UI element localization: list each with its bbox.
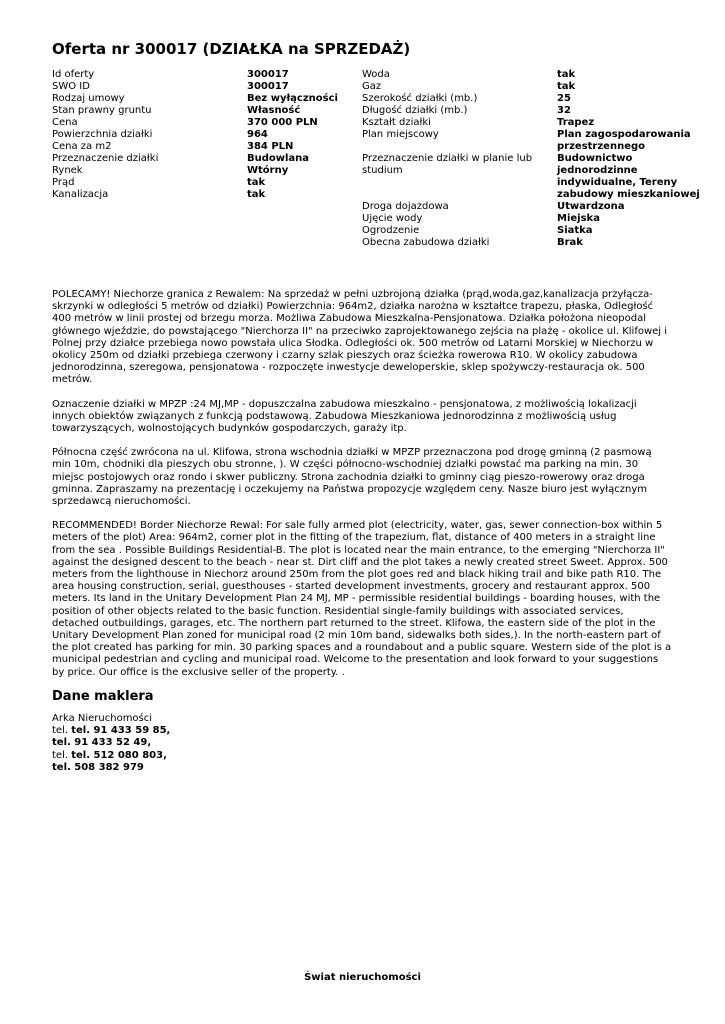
detail-label: Długość działki (mb.) — [362, 105, 468, 116]
detail-value: tak — [247, 189, 266, 200]
broker-info — [52, 713, 170, 774]
details-row — [52, 93, 702, 105]
detail-value: tak — [247, 177, 266, 188]
detail-value: 384 PLN — [247, 141, 294, 152]
detail-label: Gaz — [362, 81, 382, 92]
details-row — [52, 129, 702, 141]
detail-value: Budowlana — [247, 153, 310, 164]
detail-label: Przeznaczenie działki — [52, 153, 159, 164]
broker-phone[interactable]: tel. 508 382 979 — [52, 761, 144, 773]
description-paragraph: RECOMMENDED! Border Niechorze Rewal: For sale fully armed plot (electricity, water, gas, sewer connection-box within 5 meters of the plot) Area: 964m2, corner plot in the fitting of the trapezium, flat, distance of 400 meters in a straight line from the sea . Possible Buildings Residential-B. The plot is located near the main entrance, to the emerging "Nierchorza II" against the designed descent to the beach - near st. Dirt cliff and the plot takes a newly created street Sweet. Approx. 500 meters from the lighthouse in Niechorz around 250m from the plot goes red and black hiking trail and bike path R10. The area housing construction, serial, guesthouses - started development investments, grocery and restaurant approx. 500 meters. Its land in the Unitary Development Plan 24 MJ, MP - permissible residential buildings - boarding houses, with the position of other objects related to the basic function. Residential single-family buildings with associated services, detached outbuildings, garages, etc. The northern part returned to the street. Klifowa, the eastern side of the plot in the Unitary Development Plan zoned for municipal road (2 min 10m band, sidewalks both sides,). In the north-eastern part of the plot created has parking for min. 30 parking spaces and a roundabout and a public square. Western side of the plot is a municipal pedestrian and cycling and municipal road. Welcome to the presentation and look forward to your suggestions by price. Our office is the exclusive seller of the property. . — [52, 520, 672, 678]
detail-label: Cena za m2 — [52, 141, 112, 152]
details-row — [52, 237, 702, 249]
page-title: Oferta nr 300017 (DZIAŁKA na SPRZEDAŻ) — [52, 40, 411, 58]
details-row — [52, 153, 702, 165]
detail-value: Bez wyłączności — [247, 93, 338, 104]
detail-value: Budownictwo jednorodzinne indywidualne, Tereny zabudowy mieszkaniowej — [557, 153, 700, 200]
detail-label: Id oferty — [52, 69, 95, 80]
details-row — [52, 69, 702, 81]
description-paragraph: POLECAMY! Niechorze granica z Rewalem: Na sprzedaż w pełni uzbrojoną działka (prąd,woda,gaz,kanalizacja przyłącza-skrzynki w odległości 5 metrów od działki) Powierzchnia: 964m2, działka narożna w kształtce trapezu, płaska, Odległość 400 metrów w linii prostej od brzegu morza. Możliwa Zabudowa Mieszkalna-Pensjonatowa. Działka położona nieopodal głównego wjeździe, do powstającego "Nierchorza II" na przeciwko zaprojektowanego zejścia na plażę - okolice ul. Klifowej i Polnej przy działce przebiega nowo powstała ulica Słodka. Odległości ok. 500 metrów od Latarni Morskiej w Niechorzu w okolicy 250m od działki przebiega czerwony i czarny szlak pieszych oraz ścieżka rowerowa R10. W okolicy zabudowa jednorodzinna, szeregowa, pensjonatowa - rozpoczęte inwestycje deweloperskie, sklep spożywczy-restauracja ok. 500 metrów. — [52, 289, 668, 386]
broker-phone[interactable]: tel. 512 080 803, — [71, 749, 167, 761]
tel-prefix: tel. — [52, 725, 69, 737]
broker-phone-line — [52, 725, 170, 737]
details-row — [52, 225, 702, 237]
details-row — [52, 201, 702, 213]
detail-value: 964 — [247, 129, 268, 140]
offer-description — [52, 289, 672, 691]
detail-label: Kanalizacja — [52, 189, 109, 200]
detail-value: 25 — [557, 93, 571, 104]
broker-phone[interactable]: tel. 91 433 52 49, — [52, 737, 152, 749]
broker-phone-line — [52, 737, 170, 749]
broker-company: Arka Nieruchomości — [52, 713, 153, 724]
detail-label: Rodzaj umowy — [52, 93, 125, 104]
detail-label: Woda — [362, 69, 390, 80]
description-paragraph: Północna część zwrócona na ul. Klifowa, strona wschodnia działki w MPZP przeznaczona pod drogę gminną (2 pasmową min 10m, chodniki dla pieszych obu stronne, ). W części północno-wschodniej działki powstać ma parking na min. 30 miejsc postojowych oraz rondo i skwer publiczny. Strona zachodnia działki to gminny ciąg pieszo-rowerowy oraz droga gminna. Zapraszamy na prezentację i oczekujemy na Państwa propozycje względem ceny. Nasze biuro jest wyłącznym sprzedawcą nieruchomości. — [52, 447, 652, 508]
detail-value: Trapez — [557, 117, 595, 128]
tel-prefix: tel. — [52, 749, 69, 761]
detail-label: SWO ID — [52, 81, 90, 92]
broker-phone-line — [52, 762, 170, 774]
detail-label: Cena — [52, 117, 78, 128]
detail-value: Własność — [247, 105, 301, 116]
detail-value: tak — [557, 81, 576, 92]
details-row — [52, 213, 702, 225]
detail-label: Ogrodzenie — [362, 225, 420, 236]
detail-value: Wtórny — [247, 165, 289, 176]
detail-label: Szerokość działki (mb.) — [362, 93, 478, 104]
footer-brand: Świat nieruchomości — [304, 972, 421, 983]
detail-value: 300017 — [247, 69, 289, 80]
detail-value: 370 000 PLN — [247, 117, 318, 128]
offer-details-table — [52, 69, 702, 249]
detail-value: tak — [557, 69, 576, 80]
description-paragraph: Oznaczenie działki w MPZP :24 MJ,MP - dopuszczalna zabudowa mieszkalno - pensjonatowa, z możliwością lokalizacji innych obiektów związanych z funkcją podstawową. Zabudowa Mieszkaniowa jednorodzinna z możliwością usług towarzyszących, wolnostojących budynków gospodarczych, garaży itp. — [52, 398, 637, 435]
detail-value: Plan zagospodarowania przestrzennego — [557, 129, 691, 152]
detail-label: Plan miejscowy — [362, 129, 439, 140]
detail-label: Rynek — [52, 165, 83, 176]
detail-label: Przeznaczenie działki w planie lub studium — [362, 153, 533, 176]
detail-value: Brak — [557, 237, 583, 248]
broker-phone-line — [52, 750, 170, 762]
broker-phone[interactable]: tel. 91 433 59 85, — [71, 725, 171, 737]
detail-label: Stan prawny gruntu — [52, 105, 152, 116]
detail-value: Siatka — [557, 225, 593, 236]
detail-label: Ujęcie wody — [362, 213, 423, 224]
detail-label: Prąd — [52, 177, 75, 188]
detail-value: Miejska — [557, 213, 600, 224]
detail-label: Powierzchnia działki — [52, 129, 153, 140]
detail-label: Obecna zabudowa działki — [362, 237, 490, 248]
detail-value: Utwardzona — [557, 201, 625, 212]
details-row — [52, 105, 702, 117]
detail-value: 300017 — [247, 81, 289, 92]
detail-label: Kształt działki — [362, 117, 431, 128]
broker-heading: Dane maklera — [52, 689, 154, 704]
detail-value: 32 — [557, 105, 571, 116]
details-row — [52, 81, 702, 93]
detail-label: Droga dojazdowa — [362, 201, 449, 212]
details-row — [52, 117, 702, 129]
